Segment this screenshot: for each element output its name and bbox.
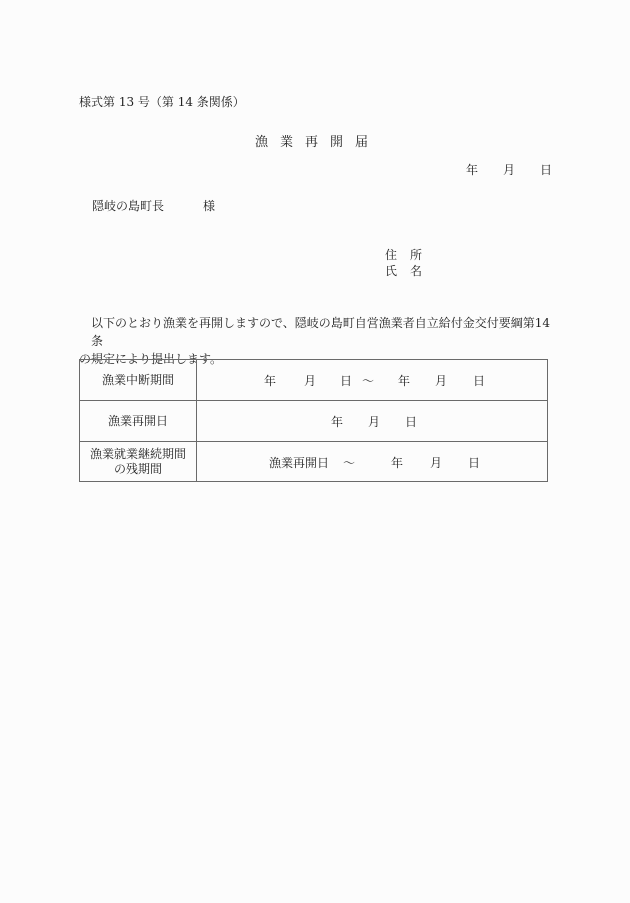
addressee-name: 隠岐の島町長 — [92, 199, 165, 213]
row-label: 漁業中断期間 — [80, 360, 197, 401]
label-char: 名 — [410, 264, 423, 278]
start-day: 日 — [340, 374, 353, 388]
document-title — [255, 136, 380, 150]
suspension-period-value — [197, 360, 547, 401]
range-tilde: ～ — [362, 374, 375, 388]
applicant-address-label — [385, 248, 435, 262]
month: 月 — [368, 415, 381, 429]
date-month: 月 — [503, 163, 516, 177]
title-char: 開 — [330, 135, 344, 150]
label-char: 所 — [410, 248, 423, 262]
title-char: 届 — [355, 135, 369, 150]
end-month: 月 — [430, 456, 443, 470]
row-label: 漁業再開日 — [80, 401, 197, 441]
applicant-name-label — [385, 264, 435, 278]
start-label: 漁業再開日 — [269, 456, 330, 470]
table-row-suspension-period — [80, 360, 547, 401]
row-label-line-1: 漁業就業継続期間 — [89, 447, 186, 461]
table-row-remaining-period — [80, 441, 547, 482]
date-day: 日 — [540, 163, 553, 177]
table-row-resumption-date — [80, 400, 547, 441]
end-year: 年 — [391, 456, 404, 470]
end-month: 月 — [435, 374, 448, 388]
resumption-date-value — [197, 401, 547, 441]
end-day: 日 — [468, 456, 481, 470]
start-month: 月 — [304, 374, 317, 388]
end-year: 年 — [398, 374, 411, 388]
label-char: 氏 — [385, 264, 398, 278]
end-day: 日 — [473, 374, 486, 388]
row-label — [80, 442, 197, 482]
range-tilde: ～ — [343, 456, 356, 470]
title-char: 漁 — [255, 135, 269, 150]
title-char: 再 — [305, 135, 319, 150]
day: 日 — [405, 415, 418, 429]
title-char: 業 — [280, 135, 294, 150]
start-year: 年 — [264, 374, 277, 388]
body-line-2: の規定により提出します。 — [79, 352, 223, 366]
form-number: 様式第 13 号（第 14 条関係） — [79, 95, 245, 109]
year: 年 — [331, 415, 344, 429]
remaining-period-value — [197, 442, 547, 482]
label-char: 住 — [385, 248, 398, 262]
body-line-1: 以下のとおり漁業を再開しますので、隠岐の島町自営漁業者自立給付金交付要綱第14条 — [91, 316, 551, 348]
row-label-line-2: の残期間 — [113, 462, 162, 476]
date-year: 年 — [466, 163, 479, 177]
application-table — [79, 359, 548, 482]
addressee-honorific: 様 — [203, 199, 216, 213]
